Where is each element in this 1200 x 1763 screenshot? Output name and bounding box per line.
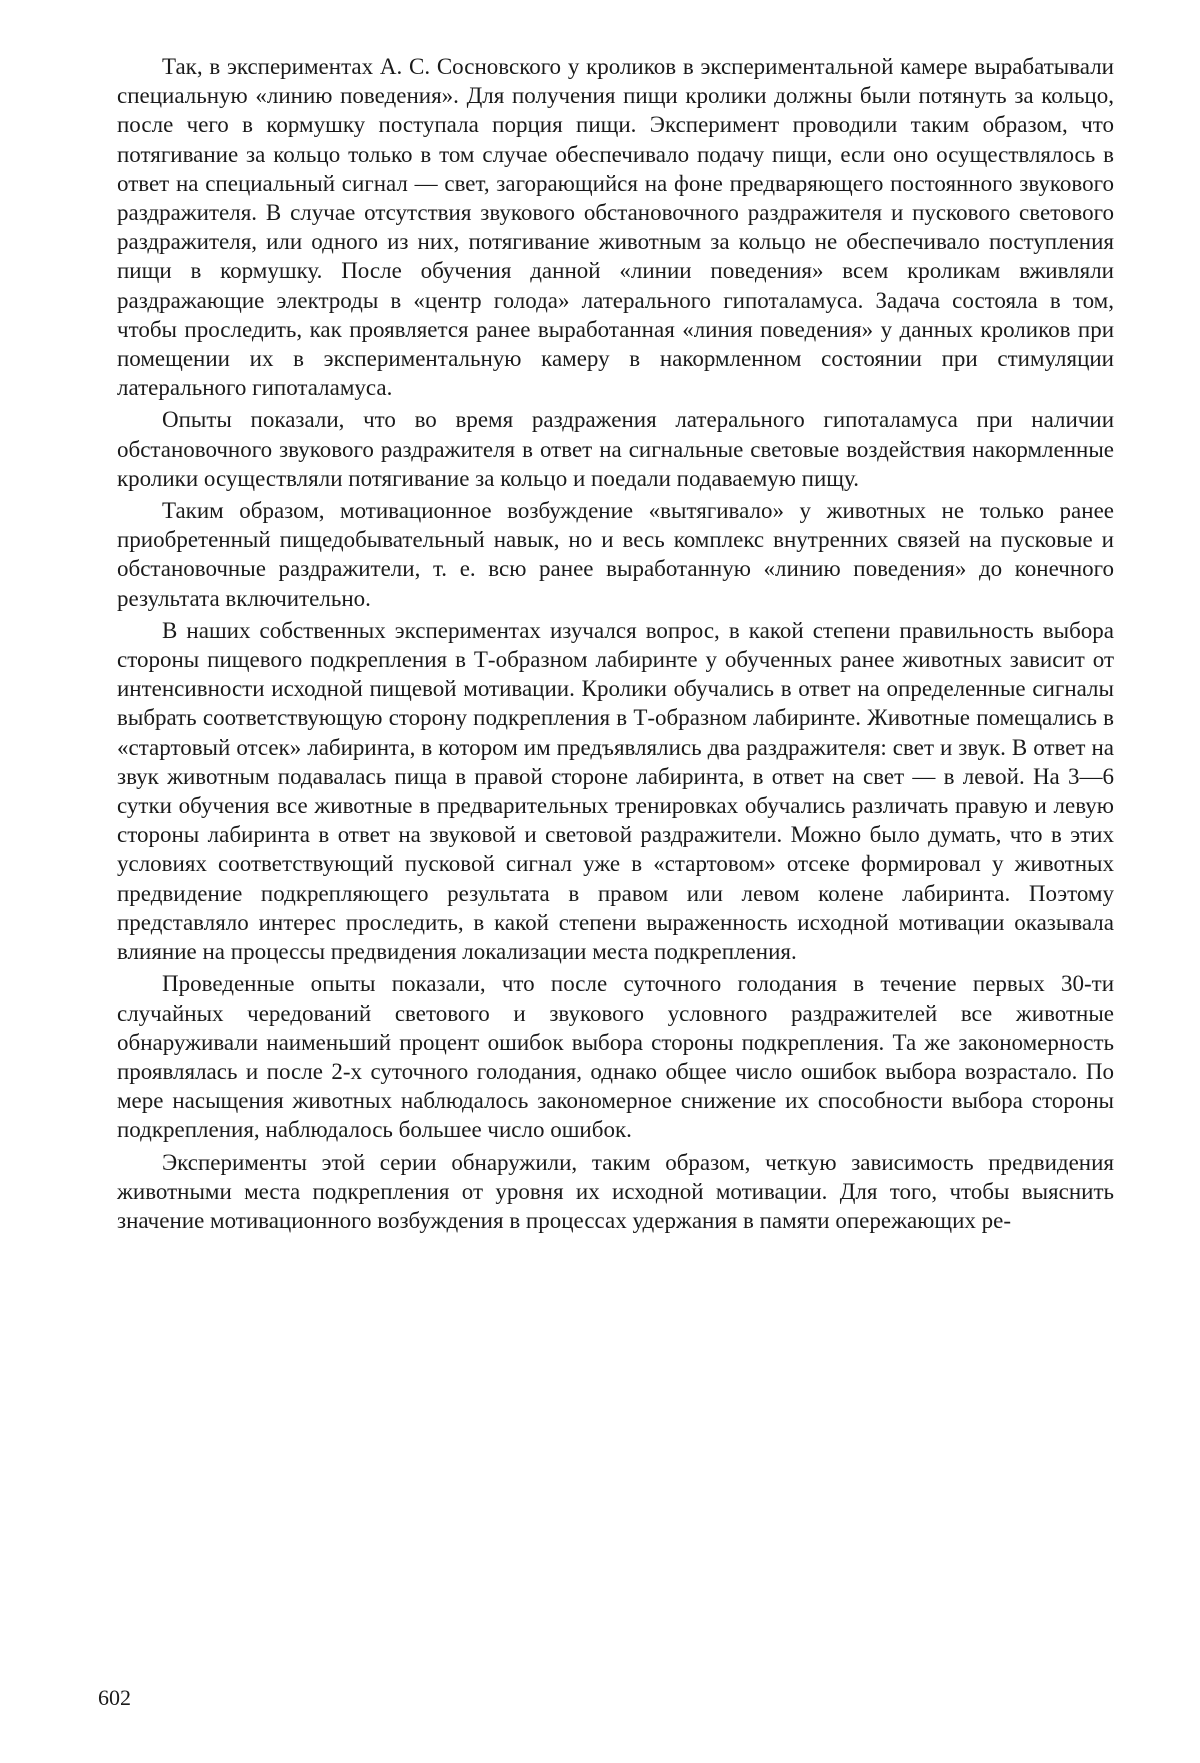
paragraph-2: Опыты показали, что во время раздражения латерального гипоталамуса при наличии обстановочного звукового раздражителя в ответ на сигнальные световые воздействия накормленные кролики осуществляли потягивание за кольцо и поедали подаваемую пищу.	[117, 407, 1114, 491]
page-number: 602	[98, 1685, 131, 1710]
paragraph-6: Эксперименты этой серии обнаружили, таким образом, четкую зависимость предвидения животными места подкрепления от уровня их исходной мотивации. Для того, чтобы выяснить значение мотивационного возбуждения в процессах удержания в памяти опережающих ре-	[117, 1149, 1114, 1233]
paragraph-1: Так, в экспериментах А. С. Сосновского у кроликов в экспериментальной камере вырабатывали специальную «линию поведения». Для получения пищи кролики должны были потянуть за кольцо, после чего в кормушку поступала порция пищи. Эксперимент проводили таким образом, что потягивание за кольцо только в том случае обеспечивало подачу пищи, если оно осуществлялось в ответ на специальный сигнал — свет, загорающийся на фоне предваряющего постоянного звукового раздражителя. В случае отсутствия звукового обстановочного раздражителя и пускового светового раздражителя, или одного из них, потягивание животным за кольцо не обеспечивало поступления пищи в кормушку. После обучения данной «линии поведения» всем кроликам вживляли раздражающие электроды в «центр голода» латерального гипоталамуса. Задача состояла в том, чтобы проследить, как проявляется ранее выработанная «линия поведения» у данных кроликов при помещении их в экспериментальную камеру в накормленном состоянии при стимуляции латерального гипоталамуса.	[117, 54, 1114, 401]
paragraph-4: В наших собственных экспериментах изучался вопрос, в какой степени правильность выбора стороны пищевого подкрепления в Т-образном лабиринте у обученных ранее животных зависит от интенсивности исходной пищевой мотивации. Кролики обучались в ответ на определенные сигналы выбрать соответствующую сторону подкрепления в Т-образном лабиринте. Животные помещались в «стартовый отсек» лабиринта, в котором им предъявлялись два раздражителя: свет и звук. В ответ на звук животным подавалась пища в правой стороне лабиринта, в ответ на свет — в левой. На 3—6 сутки обучения все животные в предварительных тренировках обучались различать правую и левую стороны лабиринта в ответ на звуковой и световой раздражители. Можно было думать, что в этих условиях соответствующий пусковой сигнал уже в «стартовом» отсеке формировал у животных предвидение подкрепляющего результата в правом или левом колене лабиринта. Поэтому представляло интерес проследить, в какой степени выраженность исходной мотивации оказывала влияние на процессы предвидения локализации места подкрепления.	[117, 617, 1114, 965]
paragraph-5: Проведенные опыты показали, что после суточного голодания в течение первых 30-ти случайных чередований светового и звукового условного раздражителей все животные обнаруживали наименьший процент ошибок выбора стороны подкрепления. Та же закономерность проявлялась и после 2-х суточного голодания, однако общее число ошибок выбора возрастало. По мере насыщения животных наблюдалось закономерное снижение их способности выбора стороны подкрепления, наблюдалось большее число ошибок.	[117, 971, 1114, 1143]
paragraph-3: Таким образом, мотивационное возбуждение «вытягивало» у животных не только ранее приобретенный пищедобывательный навык, но и весь комплекс внутренних связей на пусковые и обстановочные раздражители, т. е. всю ранее выработанную «линию поведения» до конечного результата включительно.	[117, 498, 1114, 611]
